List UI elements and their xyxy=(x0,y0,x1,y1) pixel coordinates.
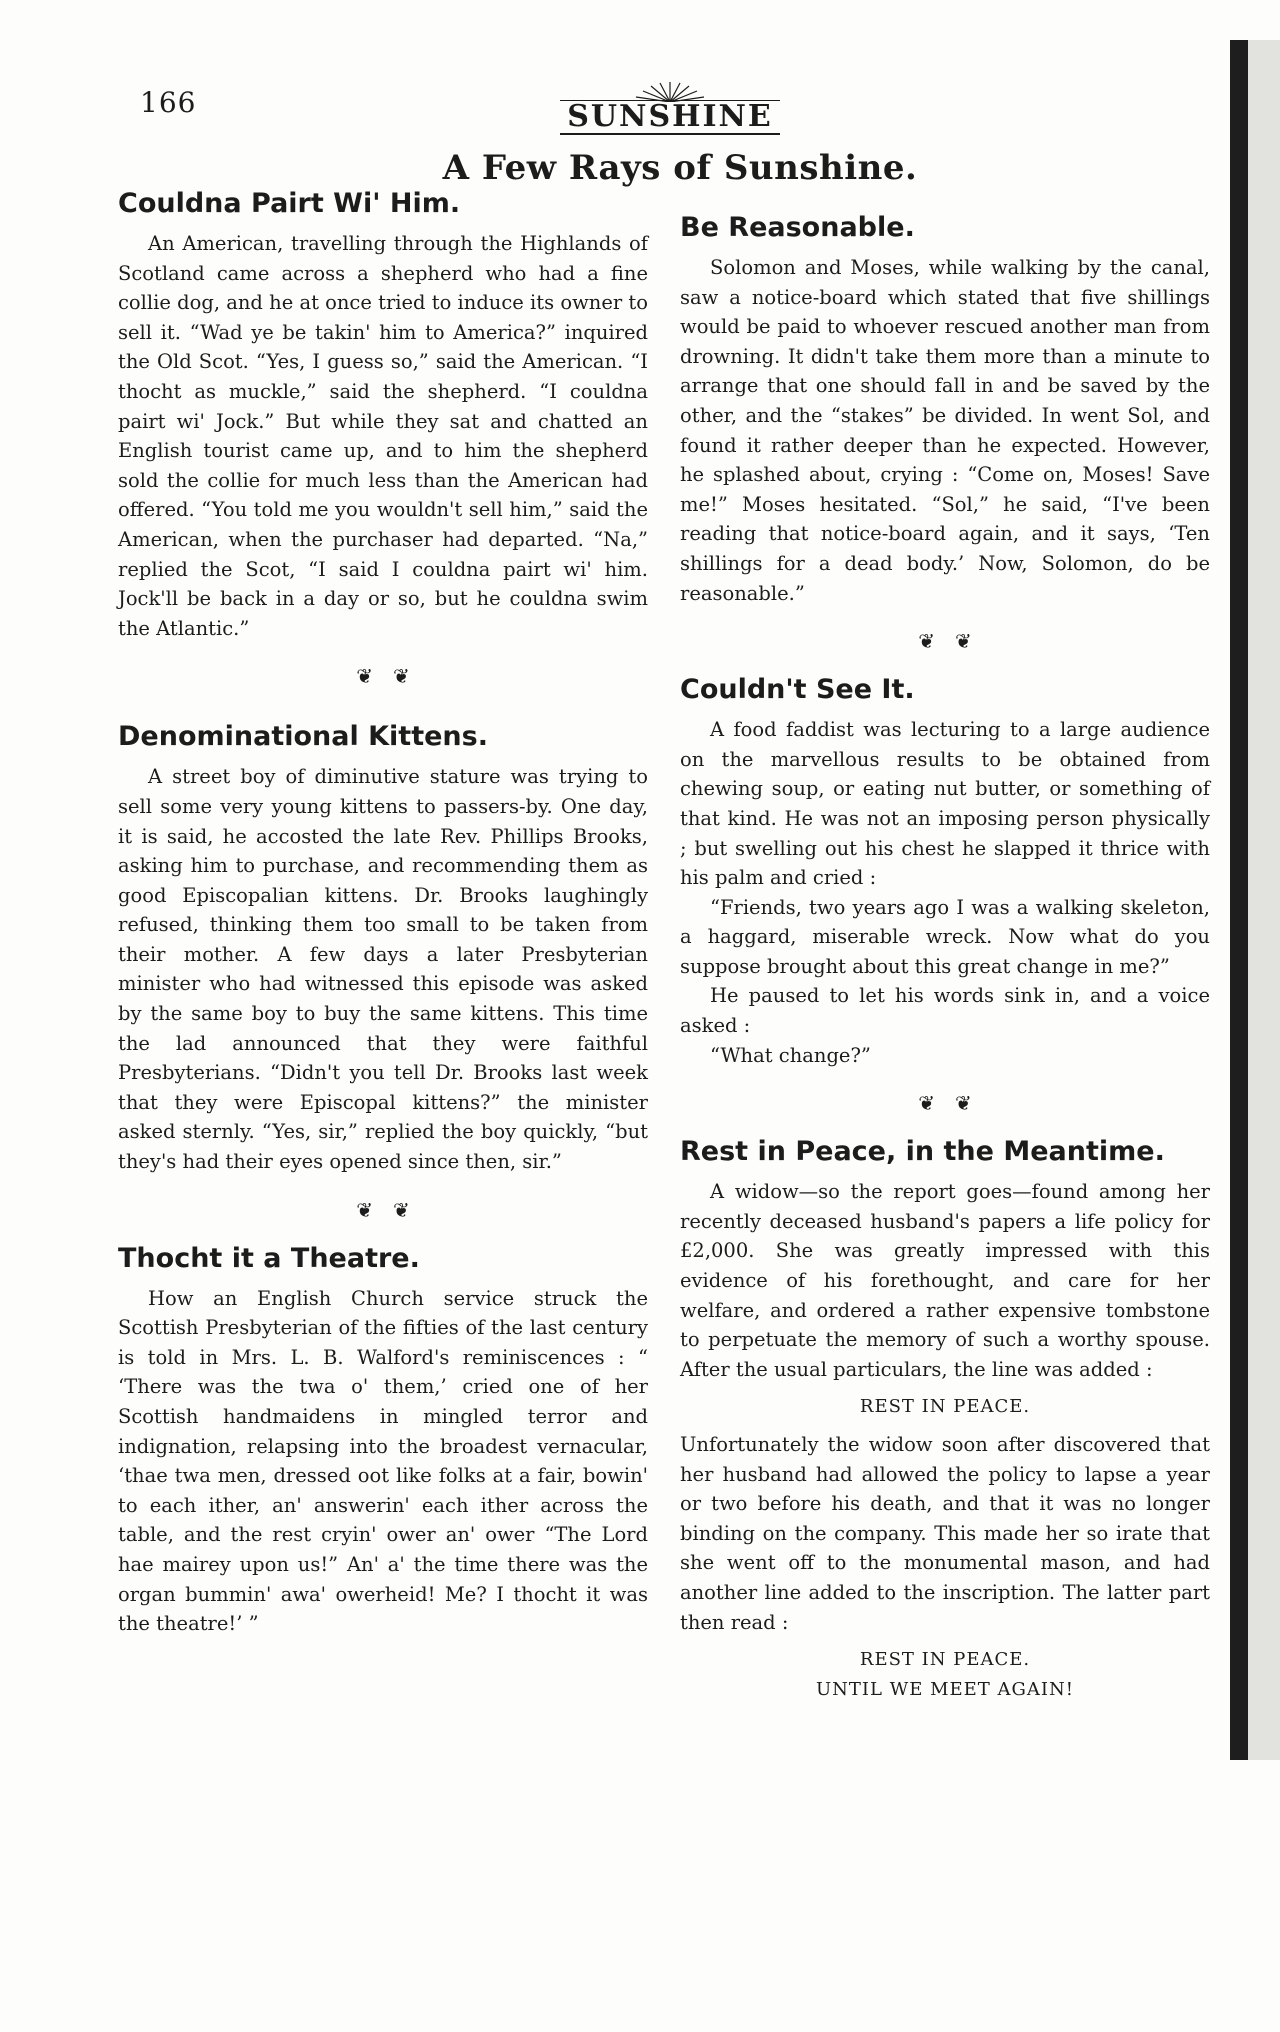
story-paragraph: “Friends, two years ago I was a walking skeleton, a haggard, miserable wreck. Now what do you suppose brought about this great change in me?” xyxy=(680,895,1210,978)
fleuron-icon: ❦ xyxy=(918,1091,935,1116)
story-heading: Denominational Kittens. xyxy=(118,721,488,753)
story-paragraph: “What change?” xyxy=(710,1043,871,1067)
story-paragraph: He paused to let his words sink in, and a voice asked : xyxy=(680,984,1210,1038)
story-heading: Be Reasonable. xyxy=(680,212,915,243)
story-be-reasonable xyxy=(680,212,1210,608)
fleuron-icon: ❦ xyxy=(918,629,935,654)
inscription-line: REST IN PEACE. xyxy=(859,1396,1031,1418)
right-column xyxy=(680,212,1210,1704)
story-rest-in-peace xyxy=(680,1136,1210,1704)
story-separator xyxy=(118,1177,648,1243)
story-separator xyxy=(118,643,648,709)
fleuron-icon: ❦ xyxy=(955,629,972,654)
fleuron-icon: ❦ xyxy=(356,664,373,689)
story-paragraph: An American, travelling through the Highlands of Scotland came across a shepherd who had a fine collie dog, and he at once tried to induce its owner to sell it. “Wad ye be takin' him to America?” inquired the Old Scot. “Yes, I guess so,” said the American. “I thocht as muckle,” said the shepherd. “I couldna pairt wi' Jock.” But while they sat and chatted an English tourist came up, and to him the shepherd sold the collie for much less than the American had offered. “You told me you wouldn't sell him,” said the American, when the purchaser had departed. “Na,” replied the Scot, “I said I couldna pairt wi' him. Jock'll be back in a day or so, but he couldna swim the Atlantic.” xyxy=(118,232,648,640)
masthead-title: SUNSHINE xyxy=(560,100,780,135)
story-paragraph: Unfortunately the widow soon after discovered that her husband had allowed the policy to lapse a year or two before his death, and that it was no longer binding on the company. This made her so irate that she went off to the monumental mason, and had another line added to the inscription. The latter part then read : xyxy=(680,1433,1210,1634)
story-separator xyxy=(680,1070,1210,1136)
story-paragraph: A widow—so the report goes—found among her recently deceased husband's papers a life policy for £2,000. She was greatly impressed with this evidence of his forethought, and care for her welfare, and ordered a rather expensive tombstone to perpetuate the memory of such a worthy spouse. After the usual particulars, the line was added : xyxy=(680,1180,1210,1381)
story-heading: Couldn't See It. xyxy=(680,674,915,706)
page-edge-shadow xyxy=(1230,40,1248,1760)
story-paragraph: A food faddist was lecturing to a large audience on the marvellous results to be obtained from chewing soup, or eating nut butter, or something of that kind. He was not an imposing person physically ; but swelling out his chest he slapped it thrice with his palm and cried : xyxy=(680,718,1210,890)
story-paragraph: A street boy of diminutive stature was trying to sell some very young kittens to passers-by. One day, it is said, he accosted the late Rev. Phillips Brooks, asking him to purchase, and recommending them as good Episcopalian kittens. Dr. Brooks laughingly refused, thinking them too small to be taken from their mother. A few days a later Presbyterian minister who had witnessed this episode was asked by the same boy to buy the same kittens. This time the lad announced that they were faithful Presbyterians. “Didn't you tell Dr. Brooks last week that they were Episcopal kittens?” the minister asked sternly. “Yes, sir,” replied the boy quickly, “but they's had their eyes opened since then, sir.” xyxy=(118,765,648,1174)
story-couldna-pairt xyxy=(118,188,648,643)
left-column xyxy=(118,188,648,1639)
fleuron-icon: ❦ xyxy=(393,1197,410,1222)
story-couldnt-see-it xyxy=(680,674,1210,1070)
story-heading: Couldna Pairt Wi' Him. xyxy=(118,188,461,219)
story-thocht-theatre xyxy=(118,1243,648,1639)
story-separator xyxy=(680,608,1210,674)
page-number: 166 xyxy=(140,86,197,119)
masthead xyxy=(560,80,780,140)
fleuron-icon: ❦ xyxy=(356,1197,373,1222)
story-heading: Thocht it a Theatre. xyxy=(118,1242,420,1274)
story-heading: Rest in Peace, in the Meantime. xyxy=(680,1136,1165,1168)
story-denominational-kittens xyxy=(118,721,648,1176)
inscription-line: UNTIL WE MEET AGAIN! xyxy=(816,1678,1074,1700)
fleuron-icon: ❦ xyxy=(955,1091,972,1116)
page-title: A Few Rays of Sunshine. xyxy=(442,148,918,188)
story-paragraph: Solomon and Moses, while walking by the canal, saw a notice-board which stated that five shillings would be paid to whoever rescued another man from drowning. It didn't take them more than a minute to arrange that one should fall in and be saved by the other, and the “stakes” be divided. In went Sol, and found it rather deeper than he expected. However, he splashed about, crying : “Come on, Moses! Save me!” Moses hesitated. “Sol,” he said, “I've been reading that notice-board again, and it says, ‘Ten shillings for a dead body.’ Now, Solomon, do be reasonable.” xyxy=(680,256,1210,605)
fleuron-icon: ❦ xyxy=(393,664,410,689)
page-edge xyxy=(1248,40,1280,1760)
story-paragraph: How an English Church service struck the Scottish Presbyterian of the fifties of the last century is told in Mrs. L. B. Walford's reminiscences : “ ‘There was the twa o' them,’ cried one of her Scottish handmaidens in mingled terror and indignation, relapsing into the broadest vernacular, ‘thae twa men, dressed oot like folks at a fair, bowin' to each ither, an' answerin' each ither across the table, and the rest cryin' ower an' ower “The Lord hae mairey upon us!” An' a' the time there was the organ bummin' awa' owerheid! Me? I thocht it was the theatre!’ ” xyxy=(118,1286,648,1636)
inscription-line: REST IN PEACE. xyxy=(859,1649,1031,1671)
